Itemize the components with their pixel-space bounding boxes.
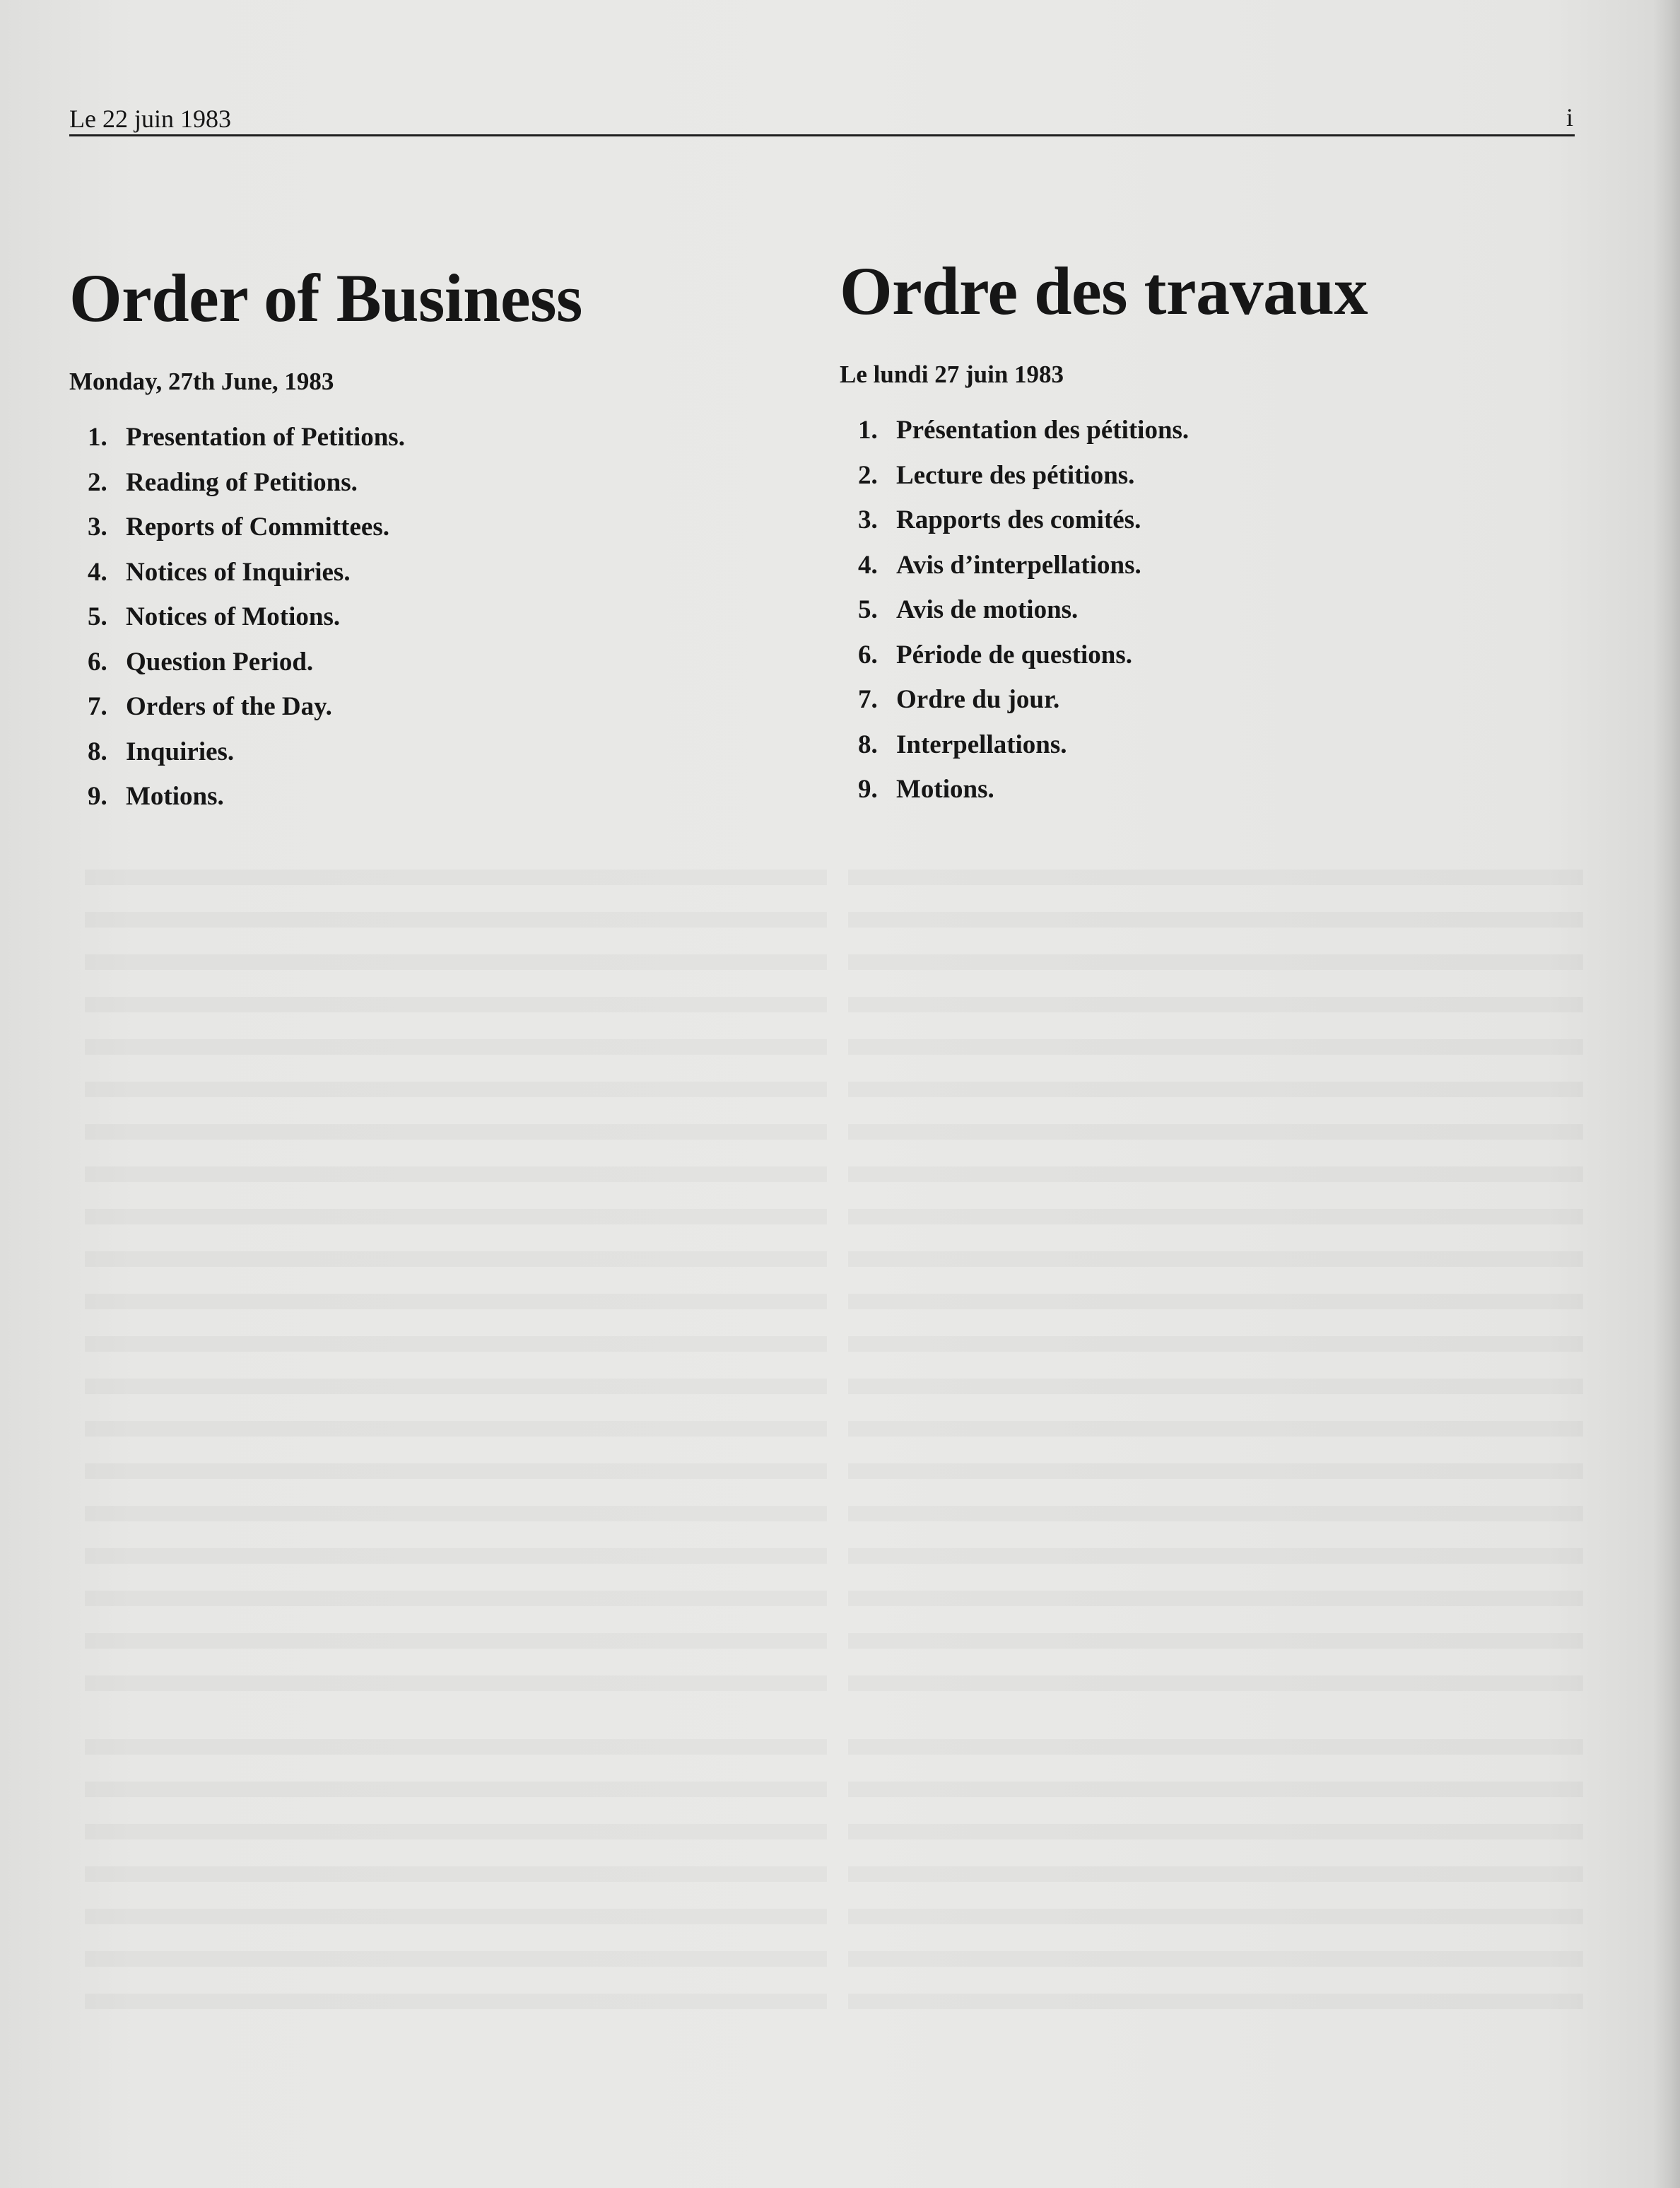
list-item <box>840 677 1589 722</box>
item-label: Orders of the Day. <box>126 692 332 722</box>
item-label: Notices of Inquiries. <box>126 557 351 587</box>
item-label: Reading of Petitions. <box>126 467 358 497</box>
item-label: Rapports des comités. <box>896 505 1141 535</box>
item-label: Lecture des pétitions. <box>896 460 1135 490</box>
item-number: 8. <box>88 737 107 766</box>
item-label: Avis de motions. <box>896 595 1079 625</box>
list-item <box>69 505 818 550</box>
bleed-through-block <box>85 1739 827 2036</box>
item-number: 4. <box>88 557 107 587</box>
list-item <box>840 543 1589 588</box>
item-number: 7. <box>858 685 878 715</box>
item-label: Motions. <box>126 782 224 812</box>
english-column <box>69 260 818 819</box>
item-label: Question Period. <box>126 647 314 677</box>
list-item <box>69 595 818 640</box>
list-item <box>840 453 1589 498</box>
page-number: i <box>1566 103 1573 131</box>
item-number: 3. <box>858 505 878 535</box>
item-number: 2. <box>858 460 878 490</box>
header-date: Le 22 juin 1983 <box>69 105 231 133</box>
item-number: 9. <box>88 782 107 812</box>
item-number: 9. <box>858 775 878 805</box>
english-title: Order of Business <box>69 260 582 336</box>
list-item <box>840 767 1589 812</box>
list-item <box>69 640 818 685</box>
list-item <box>69 684 818 730</box>
bleed-through-block <box>848 1739 1583 2036</box>
item-number: 3. <box>88 513 107 542</box>
english-order-list <box>69 415 818 819</box>
bleed-through-block <box>848 870 1583 1718</box>
french-title: Ordre des travaux <box>840 253 1368 329</box>
english-date: Monday, 27th June, 1983 <box>69 367 334 395</box>
list-item <box>840 587 1589 633</box>
item-number: 6. <box>88 647 107 677</box>
list-item <box>69 460 818 505</box>
item-label: Ordre du jour. <box>896 685 1060 715</box>
french-date: Le lundi 27 juin 1983 <box>840 360 1064 388</box>
item-label: Notices of Motions. <box>126 602 341 632</box>
french-column <box>840 253 1589 812</box>
item-label: Présentation des pétitions. <box>896 416 1189 445</box>
item-number: 7. <box>88 692 107 722</box>
item-label: Période de questions. <box>896 640 1133 669</box>
item-number: 6. <box>858 640 878 669</box>
item-label: Reports of Committees. <box>126 513 389 542</box>
item-number: 8. <box>858 730 878 759</box>
list-item <box>840 633 1589 678</box>
list-item <box>840 722 1589 768</box>
item-label: Interpellations. <box>896 730 1067 759</box>
item-number: 4. <box>858 550 878 580</box>
item-number: 1. <box>88 423 107 452</box>
item-number: 5. <box>88 602 107 632</box>
bleed-through-block <box>85 870 827 1718</box>
list-item <box>69 550 818 595</box>
item-label: Inquiries. <box>126 737 235 766</box>
list-item <box>840 498 1589 543</box>
item-label: Avis d’interpellations. <box>896 550 1141 580</box>
item-label: Presentation of Petitions. <box>126 423 405 452</box>
item-number: 1. <box>858 416 878 445</box>
list-item <box>69 415 818 460</box>
item-number: 5. <box>858 595 878 625</box>
french-order-list <box>840 408 1589 812</box>
item-number: 2. <box>88 467 107 497</box>
list-item <box>69 730 818 775</box>
item-label: Motions. <box>896 775 994 805</box>
page-header <box>69 98 1575 136</box>
list-item <box>840 408 1589 453</box>
page-edge-shadow <box>1653 0 1680 2188</box>
list-item <box>69 774 818 819</box>
